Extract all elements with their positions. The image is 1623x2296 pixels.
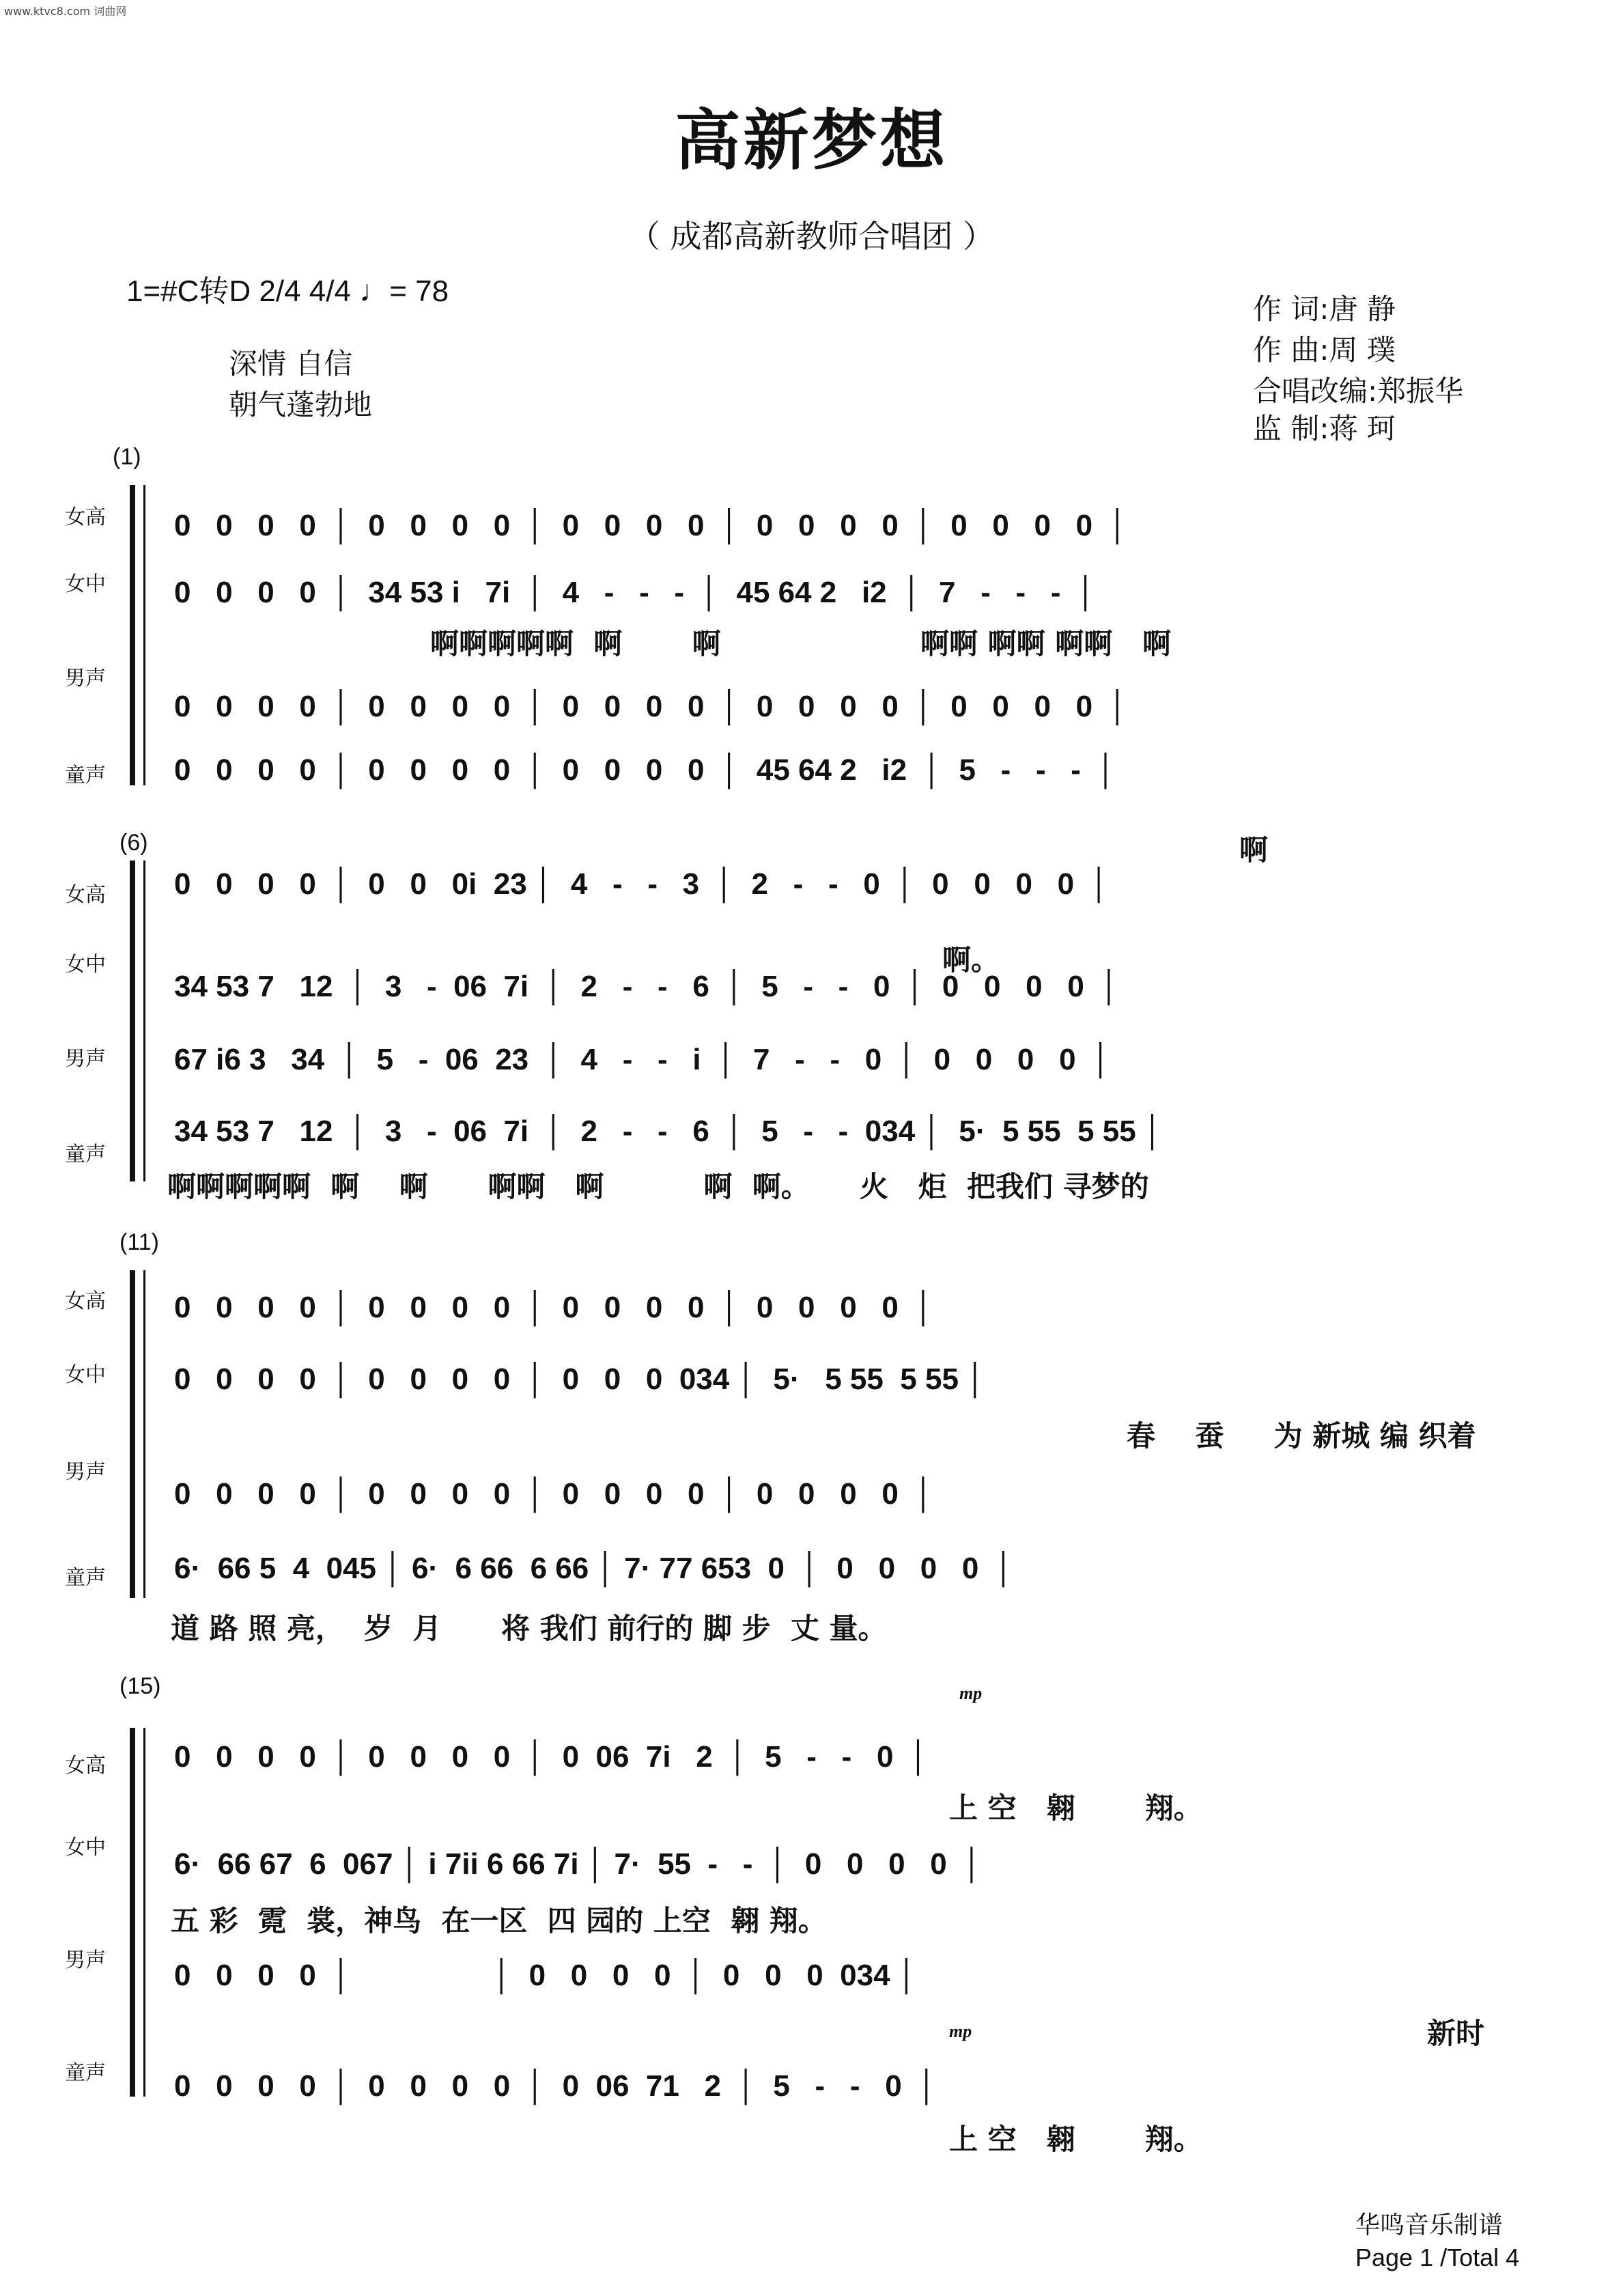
page-indicator: Page 1 /Total 4 (1355, 2243, 1520, 2271)
system-brace (130, 1270, 135, 1598)
lyric-row: 啊 (1239, 833, 1269, 867)
voice-label: 男声 (65, 1047, 106, 1071)
voice-label: 童声 (65, 1143, 106, 1166)
system-brace (130, 860, 135, 1181)
measure-number: (15) (119, 1673, 161, 1699)
lyric-row: 上 空 翱 翔。 (949, 2123, 1202, 2156)
lyric-row: 五 彩 霓 裳，神鸟 在一区 四 园的 上空 翱 翔。 (171, 1904, 827, 1937)
lyric-row: 上 空 翱 翔。 (949, 1791, 1202, 1825)
notation-row: 0 0 0 0 │ 0 0 0 0 │ 0 06 7i 2 │ 5 - - 0 │ (174, 1740, 929, 1774)
voice-label: 女中 (65, 1836, 106, 1860)
notation-row: 0 0 0 0 │ 34 53 i 7i │ 4 - - - │ 45 64 2 i2 │ 7 - - - │ (174, 576, 1097, 609)
voice-label: 女中 (65, 572, 106, 596)
credit-arranger: 合唱改编:郑振华 (1253, 374, 1464, 408)
lyric-row: 啊啊啊啊啊 啊 啊 啊啊 啊啊 啊啊 啊 (430, 627, 1172, 660)
expression-mark: 深情 自信 (229, 347, 353, 380)
credit-composer: 作 曲:周 璞 (1253, 333, 1396, 367)
notation-row: 0 0 0 0 │ 0 0 0i 23 │ 4 - - 3 │ 2 - - 0 │ 0 0 0 0 │ (174, 867, 1110, 901)
notation-row: 6· 66 5 4 045 │ 6· 6 66 6 66 │ 7· 77 653 0 │ 0 0 0 0 │ (174, 1552, 1015, 1585)
voice-label: 童声 (65, 2061, 106, 2085)
lyric-row: 春 蚕 为 新城 编 织着 (1127, 1419, 1476, 1453)
voice-label: 女中 (65, 953, 106, 977)
voice-label: 童声 (65, 764, 106, 787)
notation-row: 0 0 0 0 │ │ 0 0 0 0 │ 0 0 0 034 │ (174, 1959, 918, 1992)
measure-number: (1) (113, 444, 141, 470)
notation-row: 34 53 7 12 │ 3 - 06 7i │ 2 - - 6 │ 5 - - 034 │ 5· 5 55 5 55 │ (174, 1115, 1163, 1148)
lyric-row: 啊。 (942, 943, 1000, 977)
watermark: www.ktvc8.com 词曲网 (4, 5, 127, 18)
credit-supervisor: 监 制:蒋 珂 (1253, 412, 1396, 445)
notation-row: 67 i6 3 34 │ 5 - 06 23 │ 4 - - i │ 7 - - 0 │ 0 0 0 0 │ (174, 1043, 1112, 1076)
voice-label: 女高 (65, 1289, 106, 1313)
system-brace (130, 485, 135, 785)
system-barline (143, 1270, 145, 1598)
voice-label: 男声 (65, 1460, 106, 1484)
measure-number: (11) (119, 1229, 159, 1255)
lyric-row: 道 路 照 亮， 岁 月 将 我们 前行的 脚 步 丈 量。 (171, 1612, 887, 1645)
notation-row: 6· 66 67 6 067 │ i 7ii 6 66 7i │ 7· 55 - - │ 0 0 0 0 │ (174, 1847, 983, 1881)
song-title: 高新梦想 (675, 102, 948, 179)
voice-label: 男声 (65, 667, 106, 690)
voice-label: 女高 (65, 883, 106, 907)
footer-credit: 华鸣音乐制谱 (1355, 2211, 1504, 2239)
notation-row: 34 53 7 12 │ 3 - 06 7i │ 2 - - 6 │ 5 - - 0 │ 0 0 0 0 │ (174, 970, 1120, 1003)
voice-label: 男声 (65, 1948, 106, 1972)
system-barline (143, 860, 145, 1181)
dynamic-mark: mp (949, 2021, 972, 2041)
voice-label: 女高 (65, 1754, 106, 1778)
notation-row: 0 0 0 0 │ 0 0 0 0 │ 0 0 0 0 │ 0 0 0 0 │ (174, 1477, 934, 1511)
credit-lyricist: 作 词:唐 静 (1253, 292, 1396, 326)
notation-row: 0 0 0 0 │ 0 0 0 0 │ 0 06 71 2 │ 5 - - 0 │ (174, 2069, 937, 2103)
notation-row: 0 0 0 0 │ 0 0 0 0 │ 0 0 0 0 │ 0 0 0 0 │ (174, 1291, 934, 1324)
voice-label: 女高 (65, 505, 106, 529)
system-barline (143, 485, 145, 785)
lyric-row: 新时 (1427, 2017, 1485, 2050)
notation-row: 0 0 0 0 │ 0 0 0 0 │ 0 0 0 0 │ 0 0 0 0 │ 0 0 0 0 │ (174, 690, 1129, 723)
dynamic-mark: mp (959, 1683, 983, 1703)
notation-row: 0 0 0 0 │ 0 0 0 0 │ 0 0 0 0 │ 0 0 0 0 │ 0 0 0 0 │ (174, 509, 1129, 542)
notation-row: 0 0 0 0 │ 0 0 0 0 │ 0 0 0 0 │ 45 64 2 i2 │ 5 - - - │ (174, 753, 1116, 787)
voice-label: 童声 (65, 1566, 106, 1590)
measure-number: (6) (119, 830, 148, 856)
notation-row: 0 0 0 0 │ 0 0 0 0 │ 0 0 0 034 │ 5· 5 55 5 55 │ (174, 1362, 986, 1396)
system-barline (143, 1728, 145, 2097)
song-subtitle: （ 成都高新教师合唱团 ） (628, 218, 995, 255)
voice-label: 女中 (65, 1363, 106, 1387)
key-tempo-marking: 1=#C转D 2/4 4/4 ♩= 78 (126, 275, 449, 308)
expression-mark: 朝气蓬勃地 (229, 388, 373, 421)
system-brace (130, 1728, 135, 2097)
lyric-row: 啊啊啊啊啊 啊 啊 啊啊 啊 啊 啊。 火 炬 把我们 寻梦的 (167, 1170, 1149, 1203)
